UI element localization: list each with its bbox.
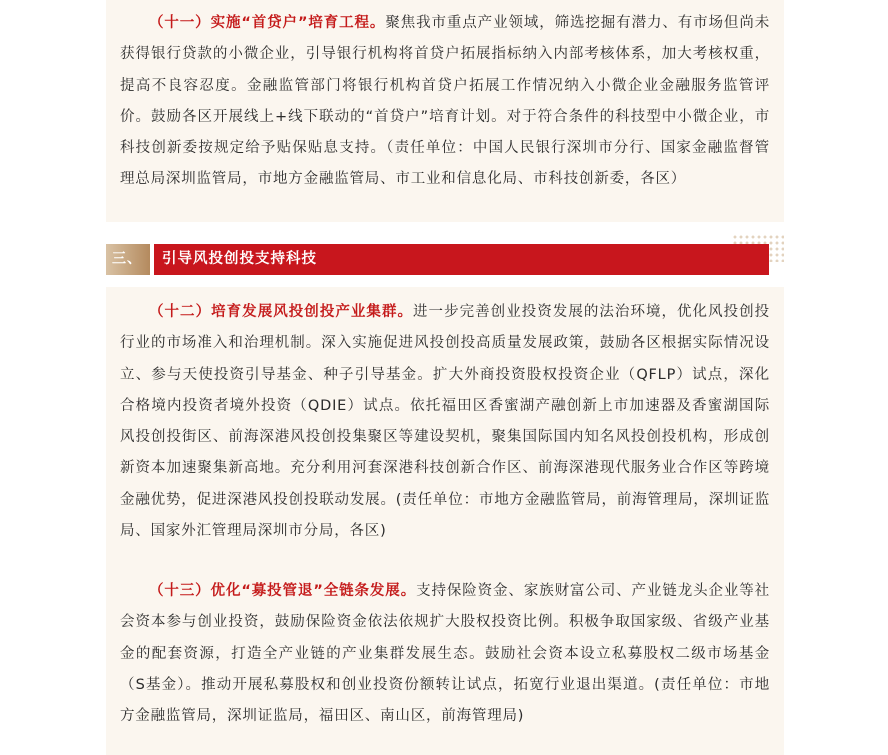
item-12-body: 进一步完善创业投资发展的法治环境，优化风投创投行业的市场准入和治理机制。深入实施促进风投创投高质量发展政策，鼓励各区根据实际情况设立、参与天使投资引导基金、种子引导基金。扩大外商投资股权投资企业（QFLP）试点，深化合格境内投资者境外投资（QDIE）试点。依托福田区香蜜湖产融创新上市加速器及香蜜湖国际风投创投街区、前海深港风投创投集聚区等建设契机，聚集国际国内知名风投创投机构，形成创新资本加速聚集新高地。充分利用河套深港科技创新合作区、前海深港现代服务业合作区等跨境金融优势，促进深港风投创投联动发展。(责任单位：市地方金融监管局，前海管理局，深圳证监局、国家外汇管理局深圳市分局，各区) [120,304,770,540]
paragraph-item-11 [120,8,770,196]
item-12-heading: （十二）培育发展风投创投产业集群。 [149,304,414,320]
item-13-heading: （十三）优化“募投管退”全链条发展。 [149,583,417,599]
item-13-body: 支持保险资金、家族财富公司、产业链龙头企业等社会资本参与创业投资，鼓励保险资金依法依规扩大股权投资比例。积极争取国家级、省级产业基金的配套资源，打造全产业链的产业集群发展生态。鼓励社会资本设立私募股权二级市场基金（S基金）。推动开展私募股权和创业投资份额转让试点，拓宽行业退出渠道。(责任单位：市地方金融监管局，深圳证监局，福田区、南山区，前海管理局) [120,583,770,725]
section-title: 引导风投创投支持科技 [162,251,317,267]
item-11-heading: （十一）实施“首贷户”培育工程。 [149,15,386,31]
item-11-body: 聚焦我市重点产业领域，筛选挖掘有潜力、有市场但尚未获得银行贷款的小微企业，引导银行机构将首贷户拓展指标纳入内部考核体系，加大考核权重，提高不良容忍度。金融监管部门将银行机构首贷户拓展工作情况纳入小微企业金融服务监管评价。鼓励各区开展线上+线下联动的“首贷户”培育计划。对于符合条件的科技型中小微企业，市科技创新委按规定给予贴保贴息支持。（责任单位：中国人民银行深圳市分行、国家金融监督管理总局深圳监管局，市地方金融监管局、市工业和信息化局、市科技创新委，各区） [120,15,771,188]
paragraph-item-12 [120,297,770,547]
paragraph-item-13 [120,576,770,732]
content-card-item-11 [106,0,784,222]
section-header-bar [106,244,769,275]
section-number-badge: 三、 [106,244,150,275]
section-divider [150,244,154,275]
content-card-items-12-13 [106,287,784,755]
